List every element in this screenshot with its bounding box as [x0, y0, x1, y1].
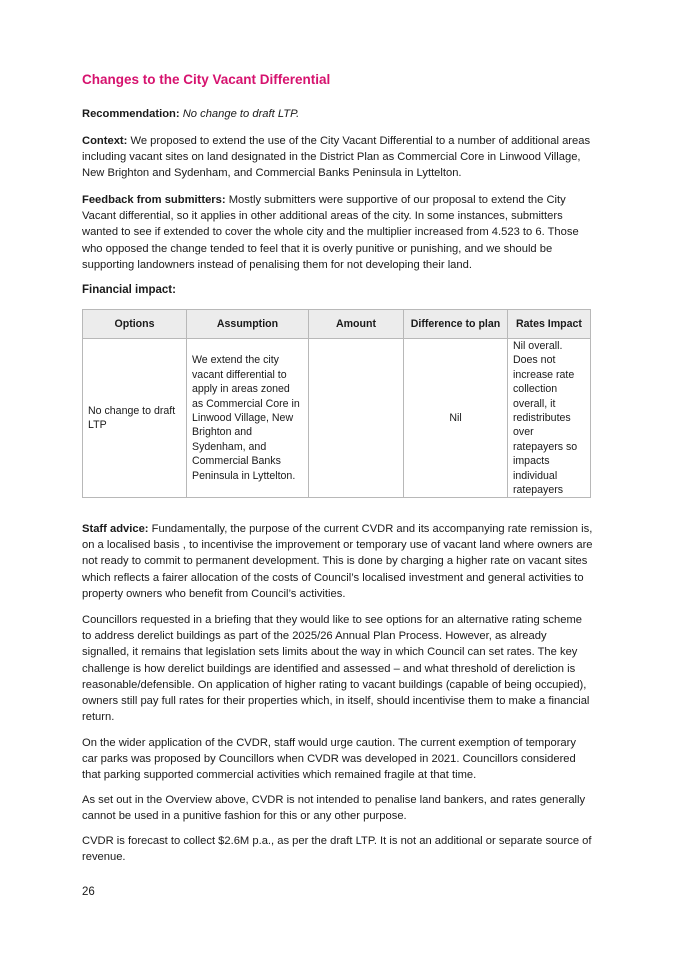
cell-rates-impact: Nil overall. Does not increase rate collection overall, it redistributes over ratepayers so impacts individual ratepayers	[508, 339, 591, 498]
wider-application-paragraph	[82, 735, 594, 784]
page-number: 26	[82, 886, 95, 898]
header-difference: Difference to plan	[404, 310, 508, 339]
context-block	[82, 133, 594, 182]
table-header-row	[83, 310, 591, 339]
cell-amount	[309, 339, 404, 498]
forecast-text: CVDR is forecast to collect $2.6M p.a., as per the draft LTP. It is not an additional or separate source of revenue.	[82, 835, 592, 864]
section-heading: Changes to the City Vacant Differential	[82, 72, 331, 87]
overview-paragraph	[82, 792, 594, 824]
recommendation-block	[82, 106, 594, 122]
header-rates-impact: Rates Impact	[508, 310, 591, 339]
financial-impact-table	[82, 309, 591, 498]
context-text: We proposed to extend the use of the City Vacant Differential to a number of additional areas including vacant sites on land designated in the District Plan as Commercial Core in Linwood Village, New Brighton and Sydenham, and Commercial Banks Peninsula in Lyttelton.	[82, 135, 591, 180]
header-amount: Amount	[309, 310, 404, 339]
context-label: Context:	[82, 135, 128, 147]
table-row	[83, 339, 591, 498]
staff-advice-label: Staff advice:	[82, 523, 149, 535]
wider-application-text: On the wider application of the CVDR, staff would urge caution. The current exemption of temporary car parks was proposed by Councillors when CVDR was developed in 2021. Councillors considered that parking supported commercial activities which remained fragile at that time.	[82, 737, 576, 782]
header-options: Options	[83, 310, 187, 339]
feedback-block	[82, 192, 594, 273]
staff-advice-block	[82, 521, 594, 602]
councillors-text: Councillors requested in a briefing that they would like to see options for an alternative rating scheme to address derelict buildings as part of the 2025/26 Annual Plan Process. However, as already signalled, it remains that legislation sets limits about the way in which Council can set rates. The key challenge is how derelict buildings are identified and assessed – and what threshold of dereliction is reasonable/defensible. On application of higher rating to vacant buildings (capable of being occupied), owners still pay full rates for their properties which, in itself, should incentivise them to make a financial return.	[82, 614, 590, 724]
forecast-paragraph	[82, 833, 594, 865]
recommendation-label: Recommendation:	[82, 108, 180, 120]
recommendation-text: No change to draft LTP.	[182, 108, 300, 120]
feedback-text: Mostly submitters were supportive of our proposal to extend the City Vacant differential, so it applies in other additional areas of the city. In some instances, submitters wanted to see if extended to cover the whole city and the multiplier increased from 4.523 to 6. Those who opposed the change tended to feel that it is overly punitive or punishing, and we should be supporting landowners instead of penalising them for not developing their land.	[82, 194, 579, 271]
cell-difference: Nil	[404, 339, 508, 498]
overview-text: As set out in the Overview above, CVDR is not intended to penalise land bankers, and rates generally cannot be used in a punitive fashion for this or any other purpose.	[82, 794, 586, 823]
cell-assumption: We extend the city vacant differential to apply in areas zoned as Commercial Core in Linwood Village, New Brighton and Sydenham, and Commercial Banks Peninsula in Lyttelton.	[187, 339, 309, 498]
financial-impact-label: Financial impact:	[82, 284, 176, 296]
staff-advice-text: Fundamentally, the purpose of the current CVDR and its accompanying rate remission is, on a localised basis , to incentivise the improvement or temporary use of vacant land where owners are not ready to commit to permanent development. This is done by charging a higher rate on vacant sites which reflects a fairer allocation of the costs of Council’s localised investment and general activities to property owners who benefit from Council’s activities.	[82, 523, 593, 600]
feedback-label: Feedback from submitters:	[82, 194, 226, 206]
header-assumption: Assumption	[187, 310, 309, 339]
cell-option: No change to draft LTP	[83, 339, 187, 498]
councillors-paragraph	[82, 612, 594, 725]
